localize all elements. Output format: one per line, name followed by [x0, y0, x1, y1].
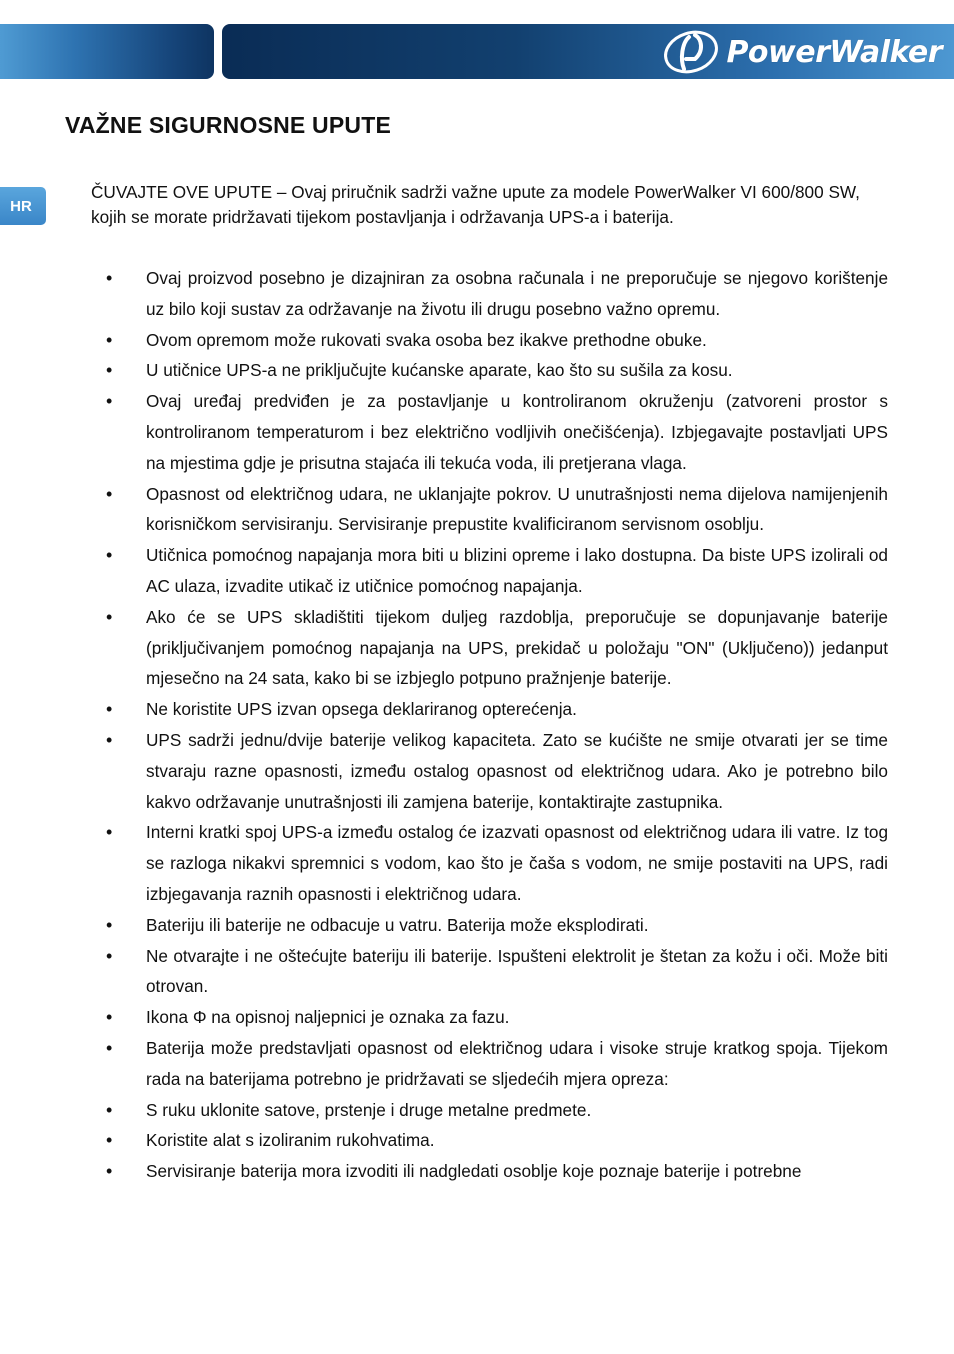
list-item: • Ne otvarajte i ne oštećujte bateriju ili baterije. Ispušteni elektrolit je štetan za kožu i oči. Može biti otrovan. — [146, 941, 888, 1003]
safety-instructions-list — [0, 263, 954, 1187]
brand-name: PowerWalker — [726, 34, 942, 70]
list-item: • Ovom opremom može rukovati svaka osoba bez ikakve prethodne obuke. — [146, 325, 888, 356]
list-item: • Interni kratki spoj UPS-a između ostalog će izazvati opasnost od električnog udara ili vatre. Iz tog se razloga nikakvi spremnici s vodom, kao što je čaša s vodom, ne smije postaviti na UPS, radi izbjegavanja raznih opasnosti i električnog udara. — [146, 817, 888, 909]
intro-paragraph: ČUVAJTE OVE UPUTE – Ovaj priručnik sadrži važne upute za modele PowerWalker VI 600/800 SW, kojih se morate pridržavati tijekom postavljanja i održavanja UPS-a i baterija. — [91, 182, 860, 227]
language-tab: HR — [0, 187, 46, 225]
list-item: • Ovaj uređaj predviđen je za postavljanje u kontroliranom okruženju (zatvoreni prostor s kontroliranom temperaturom i bez električno vodljivih onečišćenja). Izbjegavajte postavljati UPS na mjestima gdje je prisutna stajaća ili tekuća voda, ili pretjerana vlaga. — [146, 386, 888, 478]
list-item: • UPS sadrži jednu/dvije baterije velikog kapaciteta. Zato se kućište ne smije otvarati jer se time stvaraju razne opasnosti, između ostalog opasnost od električnog udara. Ako je potrebno bilo kakvo održavanje unutrašnjosti ili zamjena baterije, kontaktirajte zastupnika. — [146, 725, 888, 817]
list-item: • Koristite alat s izoliranim rukohvatima. — [146, 1125, 888, 1156]
header-banner-right — [222, 24, 954, 79]
list-item: • Ikona Φ na opisnoj naljepnici je oznaka za fazu. — [146, 1002, 888, 1033]
list-item: • Opasnost od električnog udara, ne uklanjajte pokrov. U unutrašnjosti nema dijelova namijenjenih korisničkom servisiranju. Servisiranje prepustite kvalificiranom servisnom osoblju. — [146, 479, 888, 541]
list-item: • Utičnica pomoćnog napajanja mora biti u blizini opreme i lako dostupna. Da biste UPS izolirali od AC ulaza, izvadite utikač iz utičnice pomoćnog napajanja. — [146, 540, 888, 602]
list-item: • Bateriju ili baterije ne odbacuje u vatru. Baterija može eksplodirati. — [146, 910, 888, 941]
list-item: • Ovaj proizvod posebno je dizajniran za osobna računala i ne preporučuje se njegovo korištenje uz bilo koji sustav za održavanje na životu ili drugu posebno važno opremu. — [146, 263, 888, 325]
list-item: • Ako će se UPS skladištiti tijekom duljeg razdoblja, preporučuje se dopunjavanje baterije (priključivanjem pomoćnog napajanja na UPS, prekidač u položaju "ON" (Uključeno)) jedanput mjesečno na 24 sata, kako bi se izbjeglo potpuno pražnjenje baterije. — [146, 602, 888, 694]
powerwalker-logo-icon — [662, 29, 720, 75]
list-item: • Baterija može predstavljati opasnost od električnog udara i visoke struje kratkog spoja. Tijekom rada na baterijama potrebno je pridržavati se sljedećih mjera opreza: — [146, 1033, 888, 1095]
brand — [662, 28, 942, 76]
page-title: VAŽNE SIGURNOSNE UPUTE — [65, 112, 392, 138]
list-item: • Servisiranje baterija mora izvoditi ili nadgledati osoblje koje poznaje baterije i potrebne — [146, 1156, 888, 1187]
list-item: • S ruku uklonite satove, prstenje i druge metalne predmete. — [146, 1095, 888, 1126]
list-item: • Ne koristite UPS izvan opsega deklariranog opterećenja. — [146, 694, 888, 725]
list-item: • U utičnice UPS-a ne priključujte kućanske aparate, kao što su sušila za kosu. — [146, 355, 888, 386]
header-banner-left — [0, 24, 214, 79]
